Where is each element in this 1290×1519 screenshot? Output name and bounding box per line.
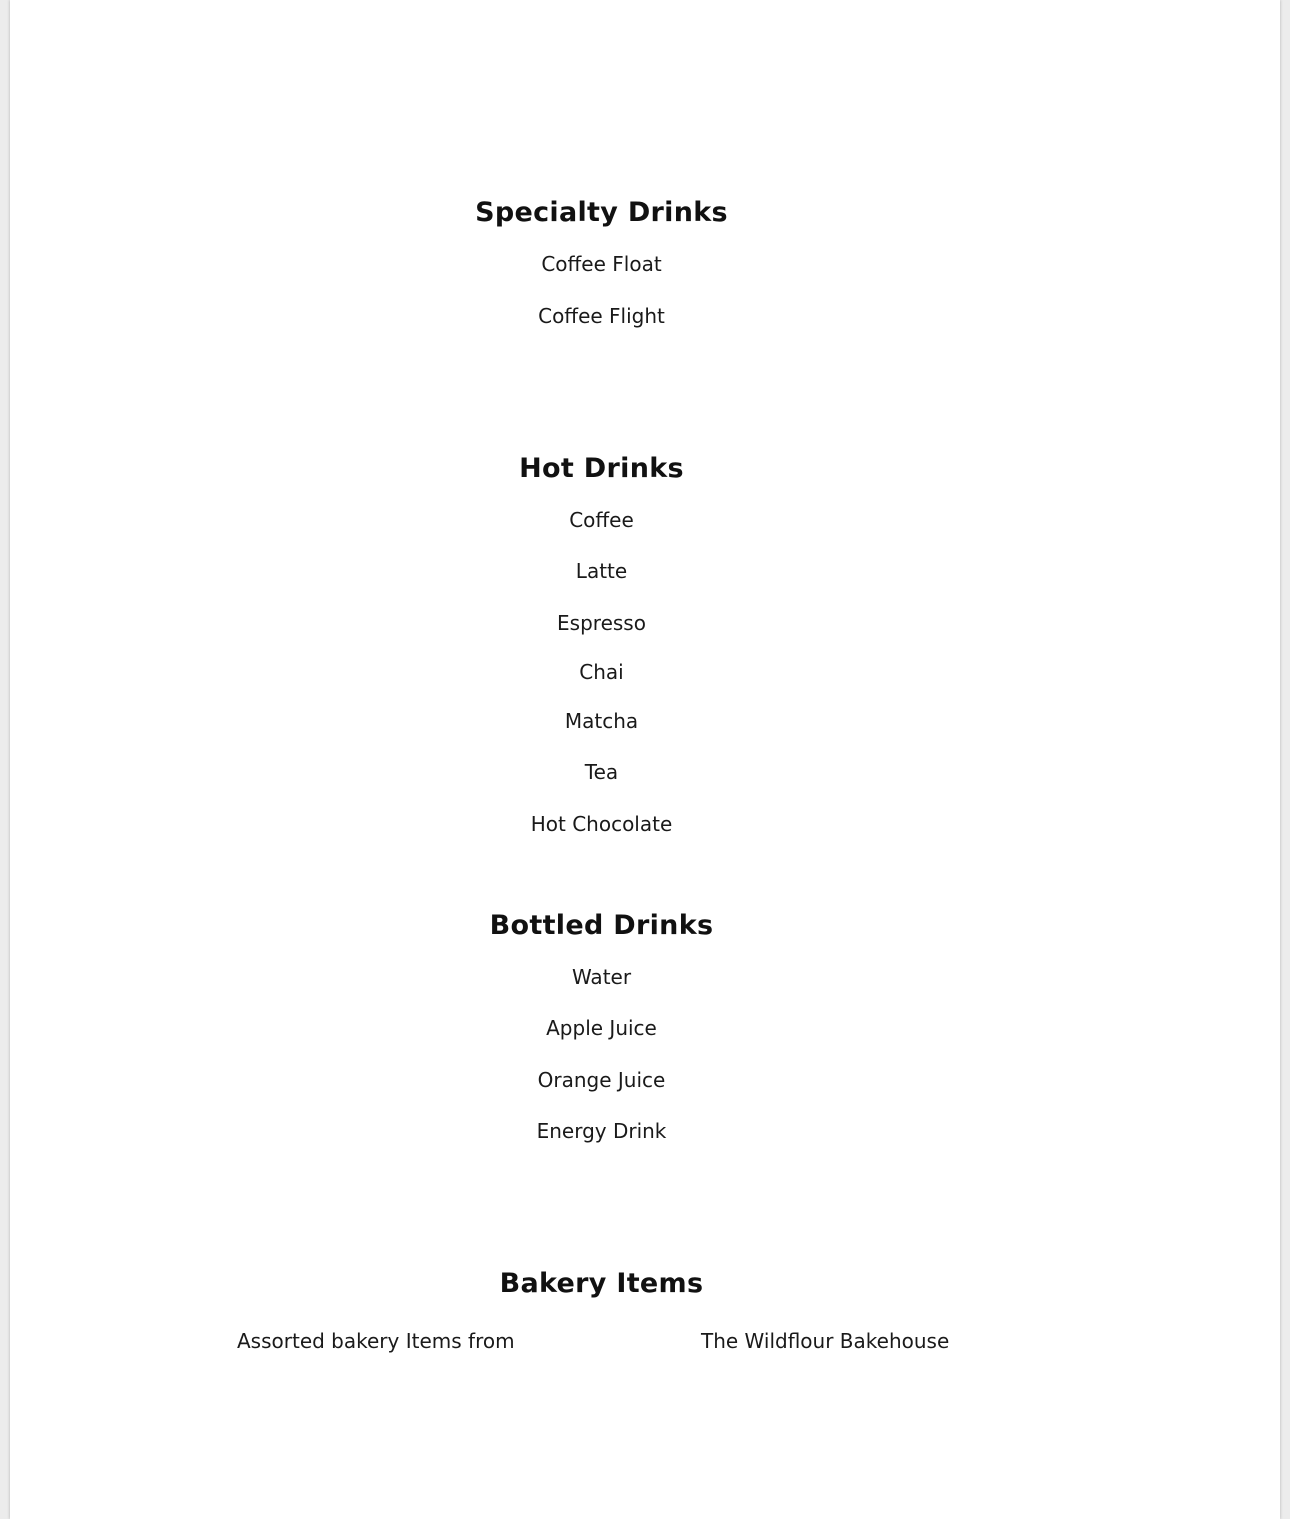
section-heading-specialty-drinks: Specialty Drinks: [475, 197, 728, 228]
section-heading-hot-drinks: Hot Drinks: [519, 453, 684, 484]
menu-item: Water: [571, 965, 632, 989]
section-heading-bakery-items: Bakery Items: [499, 1268, 704, 1299]
menu-item: Energy Drink: [536, 1119, 667, 1143]
section-heading-bottled-drinks: Bottled Drinks: [489, 910, 714, 941]
menu-item: Orange Juice: [537, 1068, 666, 1092]
menu-item: Hot Chocolate: [530, 812, 673, 836]
menu-item: Tea: [584, 760, 619, 784]
menu-item: Espresso: [557, 611, 646, 635]
bakery-description-right: The Wildflour Bakehouse: [701, 1329, 950, 1353]
menu-item: Apple Juice: [546, 1016, 657, 1040]
menu-item: Latte: [575, 559, 628, 583]
menu-item: Coffee: [569, 508, 634, 532]
bakery-description-left: Assorted bakery Items from: [237, 1329, 515, 1353]
menu-item: Coffee Float: [541, 252, 662, 276]
document-page: [10, 0, 1280, 1519]
menu-item: Chai: [579, 660, 624, 684]
menu-item: Coffee Flight: [538, 304, 665, 328]
menu-item: Matcha: [564, 709, 639, 733]
